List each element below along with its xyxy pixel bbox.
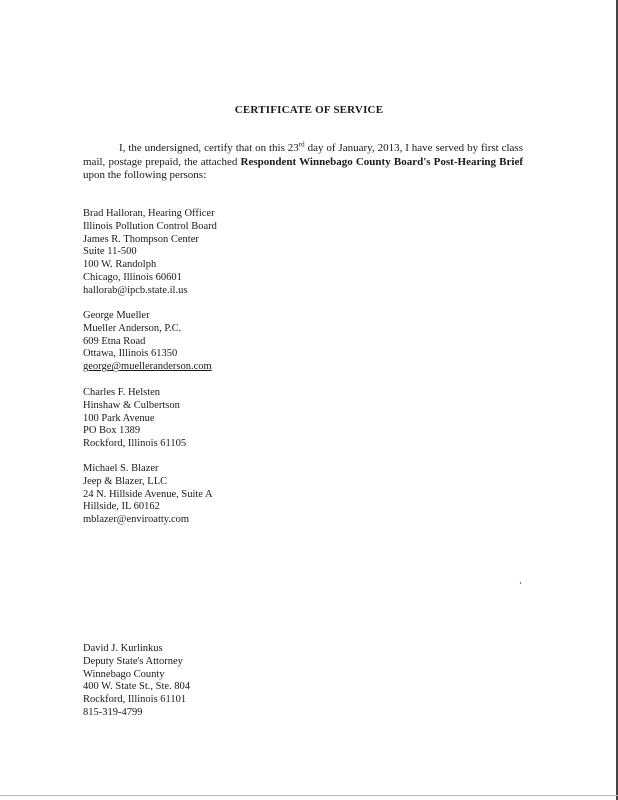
stray-mark: ‘ (519, 580, 522, 590)
recipient-block-4 (83, 463, 213, 527)
address-line: 100 W. Randolph (83, 259, 157, 271)
address-line: Charles F. Helsten (83, 387, 161, 398)
recipient-block-2 (83, 310, 212, 374)
intro-text-2: day of January, 2013, I have served by first class mail, postage prepaid, the attached (83, 142, 523, 168)
signature-line: Rockford, Illinois 61101 (83, 694, 187, 706)
address-line: Jeep & Blazer, LLC (83, 475, 168, 487)
recipient-email: mblazer@enviroatty.com (83, 514, 190, 526)
recipient-email: hallorab@ipcb.state.il.us (83, 284, 188, 296)
day-suffix: rd (298, 140, 305, 149)
signature-line: David J. Kurlinkus (83, 643, 163, 654)
signature-line: 815-319-4799 (83, 706, 143, 718)
signature-line: 400 W. State St., Ste. 804 (83, 681, 191, 693)
intro-text-1: I, the undersigned, certify that on this 23 (119, 142, 299, 154)
page-title: CERTIFICATE OF SERVICE (234, 104, 384, 116)
signature-line: Winnebago County (83, 668, 165, 680)
address-line: James R. Thompson Center (83, 233, 199, 245)
address-line: George Mueller (83, 310, 150, 321)
address-line: Michael S. Blazer (83, 463, 159, 474)
address-line: Brad Halloran, Hearing Officer (83, 208, 215, 219)
address-line: 609 Etna Road (83, 335, 146, 347)
address-line: 100 Park Avenue (83, 412, 155, 424)
signature-line: Deputy State's Attorney (83, 655, 183, 667)
recipient-email-link[interactable]: george@muelleranderson.com (83, 361, 212, 373)
address-line: Hinshaw & Culbertson (83, 399, 180, 411)
address-line: Rockford, Illinois 61105 (83, 438, 187, 450)
address-line: Ottawa, Illinois 61350 (83, 348, 178, 360)
address-line: Mueller Anderson, P.C. (83, 322, 182, 334)
address-line: 24 N. Hillside Avenue, Suite A (83, 488, 213, 500)
scan-edge-bottom (0, 795, 618, 796)
address-line: Chicago, Illinois 60601 (83, 271, 182, 283)
recipient-block-3 (83, 387, 186, 451)
intro-paragraph (83, 142, 523, 183)
address-line: Illinois Pollution Control Board (83, 220, 217, 232)
address-line: PO Box 1389 (83, 425, 141, 437)
signature-block (83, 643, 190, 720)
recipient-block-1 (83, 208, 217, 298)
document-name: Respondent Winnebago County Board's Post-Hearing Brief (240, 155, 523, 168)
intro-text-3: upon the following persons: (83, 169, 207, 181)
address-line: Hillside, IL 60162 (83, 501, 160, 513)
address-line: Suite 11-500 (83, 246, 137, 258)
